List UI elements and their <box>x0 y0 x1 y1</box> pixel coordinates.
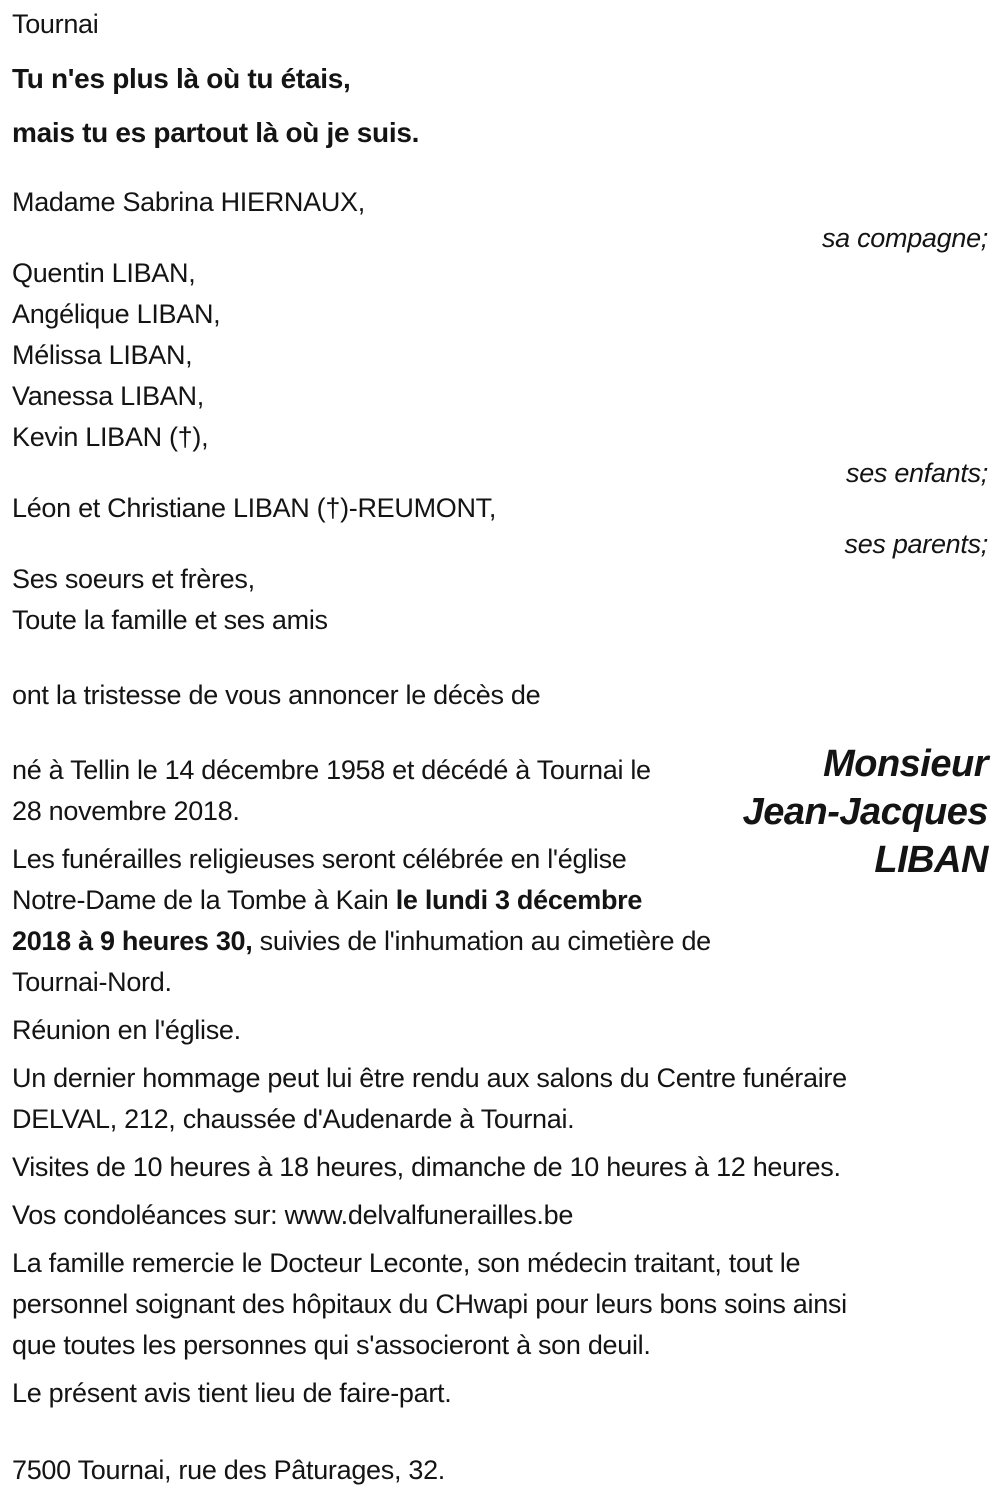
relation-label-parents: ses parents; <box>844 529 988 559</box>
funeral-line-3 <box>12 921 988 962</box>
deceased-last-name: LIBAN <box>874 839 988 881</box>
thanks-line-1: La famille remercie le Docteur Leconte, son médecin traitant, tout le <box>12 1248 801 1278</box>
epitaph-line-1: Tu n'es plus là où tu étais, <box>12 63 351 94</box>
relatives-parents <box>12 488 988 559</box>
relative-name: Toute la famille et ses amis <box>12 605 328 635</box>
epitaph-line-2: mais tu es partout là où je suis. <box>12 117 420 148</box>
thanks-line-3: que toutes les personnes qui s'associeront à son deuil. <box>12 1330 651 1360</box>
tribute-details <box>12 1058 988 1140</box>
funeral-line-2-normal: Notre-Dame de la Tombe à Kain <box>12 885 396 915</box>
deceased-title: Monsieur <box>823 743 988 785</box>
relatives-companion <box>12 182 988 253</box>
deceased-name-block <box>658 740 988 884</box>
life-dates-line-2: 28 novembre 2018. <box>12 796 240 826</box>
relative-name: Quentin LIBAN, <box>12 258 196 288</box>
city-label: Tournai <box>12 9 99 39</box>
funeral-line-3-normal: suivies de l'inhumation au cimetière de <box>252 926 711 956</box>
epitaph <box>12 52 988 160</box>
relative-name: Kevin LIBAN (†), <box>12 422 209 452</box>
relative-name: Angélique LIBAN, <box>12 299 221 329</box>
condolences-line <box>12 1195 988 1236</box>
funeral-line-1: Les funérailles religieuses seront célébrée en l'église <box>12 844 627 874</box>
condolences-label: Vos condoléances sur: <box>12 1200 285 1230</box>
reunion-text: Réunion en l'église. <box>12 1015 241 1045</box>
relative-name: Léon et Christiane LIBAN (†)-REUMONT, <box>12 493 497 523</box>
relation-label-companion: sa compagne; <box>821 223 988 253</box>
funeral-line-3-bold: 2018 à 9 heures 30, <box>12 926 253 956</box>
thanks-line-2: personnel soignant des hôpitaux du CHwapi pour leurs bons soins ainsi <box>12 1289 847 1319</box>
relative-name: Mélissa LIBAN, <box>12 340 193 370</box>
tribute-line-2: DELVAL, 212, chaussée d'Audenarde à Tournai. <box>12 1104 575 1134</box>
funeral-line-2-bold: le lundi 3 décembre <box>395 885 643 915</box>
tribute-line-1: Un dernier hommage peut lui être rendu aux salons du Centre funéraire <box>12 1063 847 1093</box>
intro-text: ont la tristesse de vous annoncer le décès de <box>12 680 541 710</box>
relatives-children <box>12 253 988 488</box>
thanks-paragraph <box>12 1243 988 1366</box>
relative-name: Vanessa LIBAN, <box>12 381 204 411</box>
notice-text: Le présent avis tient lieu de faire-part. <box>12 1378 452 1408</box>
funeral-line-4: Tournai-Nord. <box>12 967 172 997</box>
deceased-first-names: Jean-Jacques <box>742 791 988 833</box>
relation-label-children: ses enfants; <box>846 458 988 488</box>
address-text: 7500 Tournai, rue des Pâturages, 32. <box>12 1455 446 1485</box>
relatives-others <box>12 559 988 641</box>
relative-name: Madame Sabrina HIERNAUX, <box>12 187 365 217</box>
relative-name: Ses soeurs et frères, <box>12 564 255 594</box>
funeral-line-2 <box>12 880 988 921</box>
visits-text: Visites de 10 heures à 18 heures, dimanche de 10 heures à 12 heures. <box>12 1152 841 1182</box>
life-dates-line-1: né à Tellin le 14 décembre 1958 et décédé à Tournai le <box>12 755 651 785</box>
website-url: www.delvalfunerailles.be <box>284 1200 574 1230</box>
